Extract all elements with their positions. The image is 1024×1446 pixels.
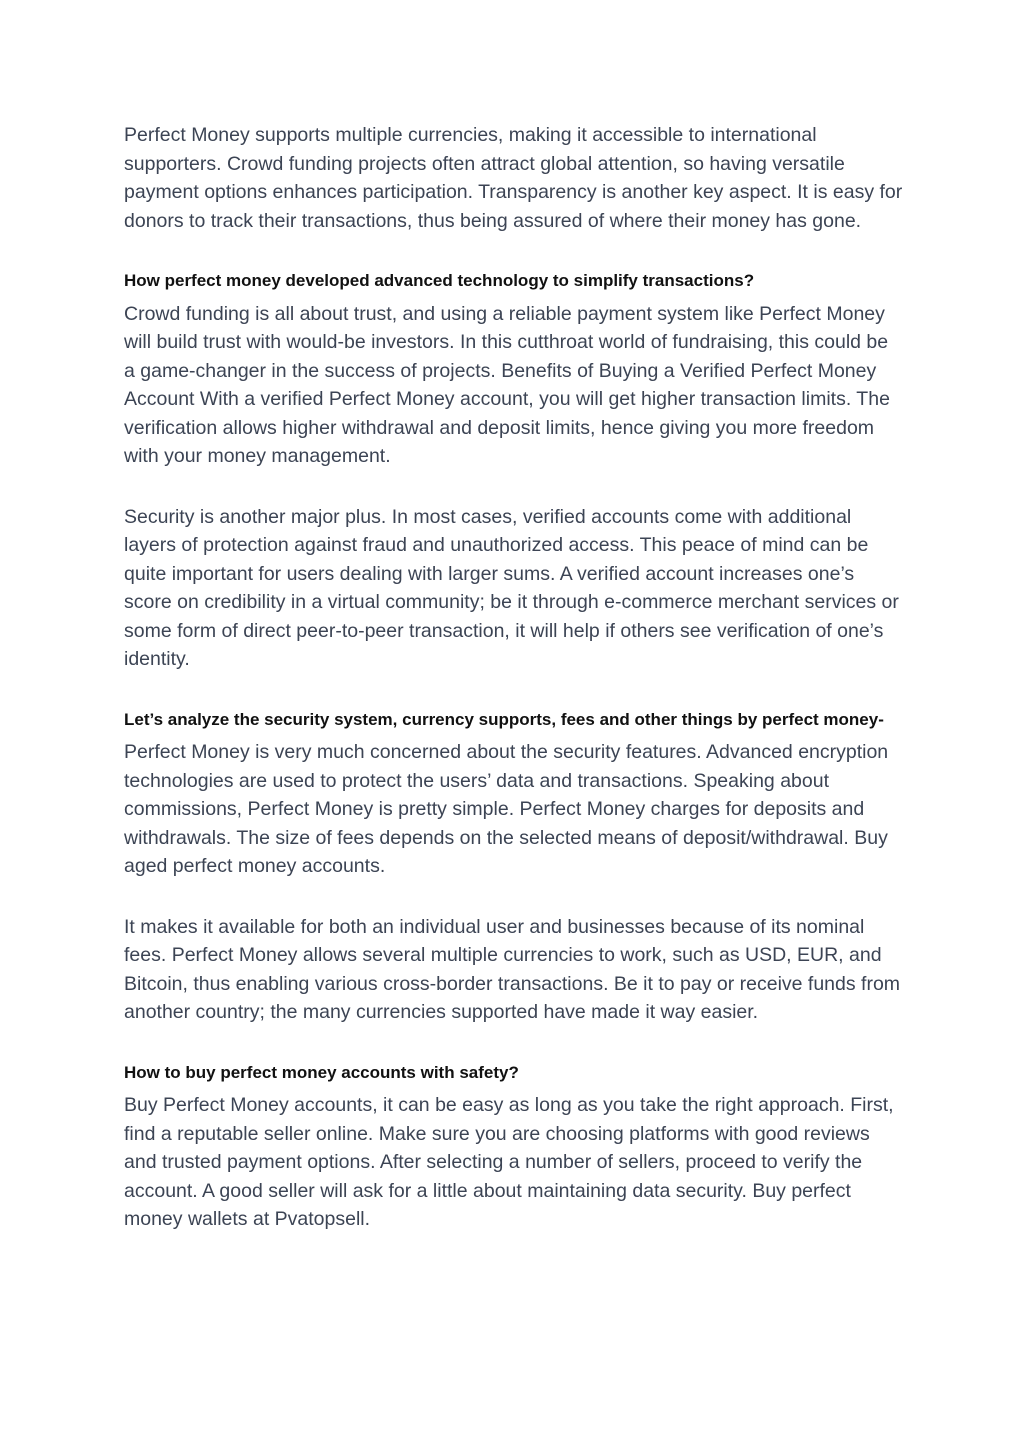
paragraph-encryption: Perfect Money is very much concerned about the security features. Advanced encryption technologies are used to protect the users’ data and transactions. Speaking about commissions, Perfect Money is pretty simple. Perfect Money charges for deposits and withdrawals. The size of fees depends on the selected means of deposit/withdrawal. Buy aged perfect money accounts. [124,741,889,877]
paragraph-currencies: Perfect Money supports multiple currencies, making it accessible to international supporters. Crowd funding projects often attract global attention, so having versatile payment options enhances participation. Transparency is another key aspect. It is easy for donors to track their transactions, thus being assured of where their money has gone. [124,124,903,232]
paragraph-trust: Crowd funding is all about trust, and using a reliable payment system like Perfect Money will build trust with would-be investors. In this cutthroat world of fundraising, this could be a game-changer in the success of projects. Benefits of Buying a Verified Perfect Money Account With a verified Perfect Money account, you will get higher transaction limits. The verification allows higher withdrawal and deposit limits, hence giving you more freedom with your money management. [124,302,890,467]
heading-advanced-technology: How perfect money developed advanced technology to simplify transactions? [124,271,755,290]
paragraph-security: Security is another major plus. In most cases, verified accounts come with additional layers of protection against fraud and unauthorized access. This peace of mind can be quite important for users dealing with larger sums. A verified account increases one’s score on credibility in a virtual community; be it through e-commerce merchant services or some form of direct peer-to-peer transaction, it will help if others see verification of one’s identity. [124,505,899,670]
document-body [124,121,904,1234]
heading-buy-safety: How to buy perfect money accounts with safety? [124,1062,519,1082]
paragraph-nominal-fees: It makes it available for both an individual user and businesses because of its nominal fees. Perfect Money allows several multiple currencies to work, such as USD, EUR, and Bitcoin, thus enabling various cross-border transactions. Be it to pay or receive funds from another country; the many currencies supported have made it way easier. [124,915,901,1023]
heading-analyze-security: Let’s analyze the security system, currency supports, fees and other things by perfect money- [124,709,884,729]
paragraph-buy-accounts: Buy Perfect Money accounts, it can be easy as long as you take the right approach. First, find a reputable seller online. Make sure you are choosing platforms with good reviews and trusted payment options. After selecting a number of sellers, proceed to verify the account. A good seller will ask for a little about maintaining data security. Buy perfect money wallets at Pvatopsell. [124,1094,894,1230]
